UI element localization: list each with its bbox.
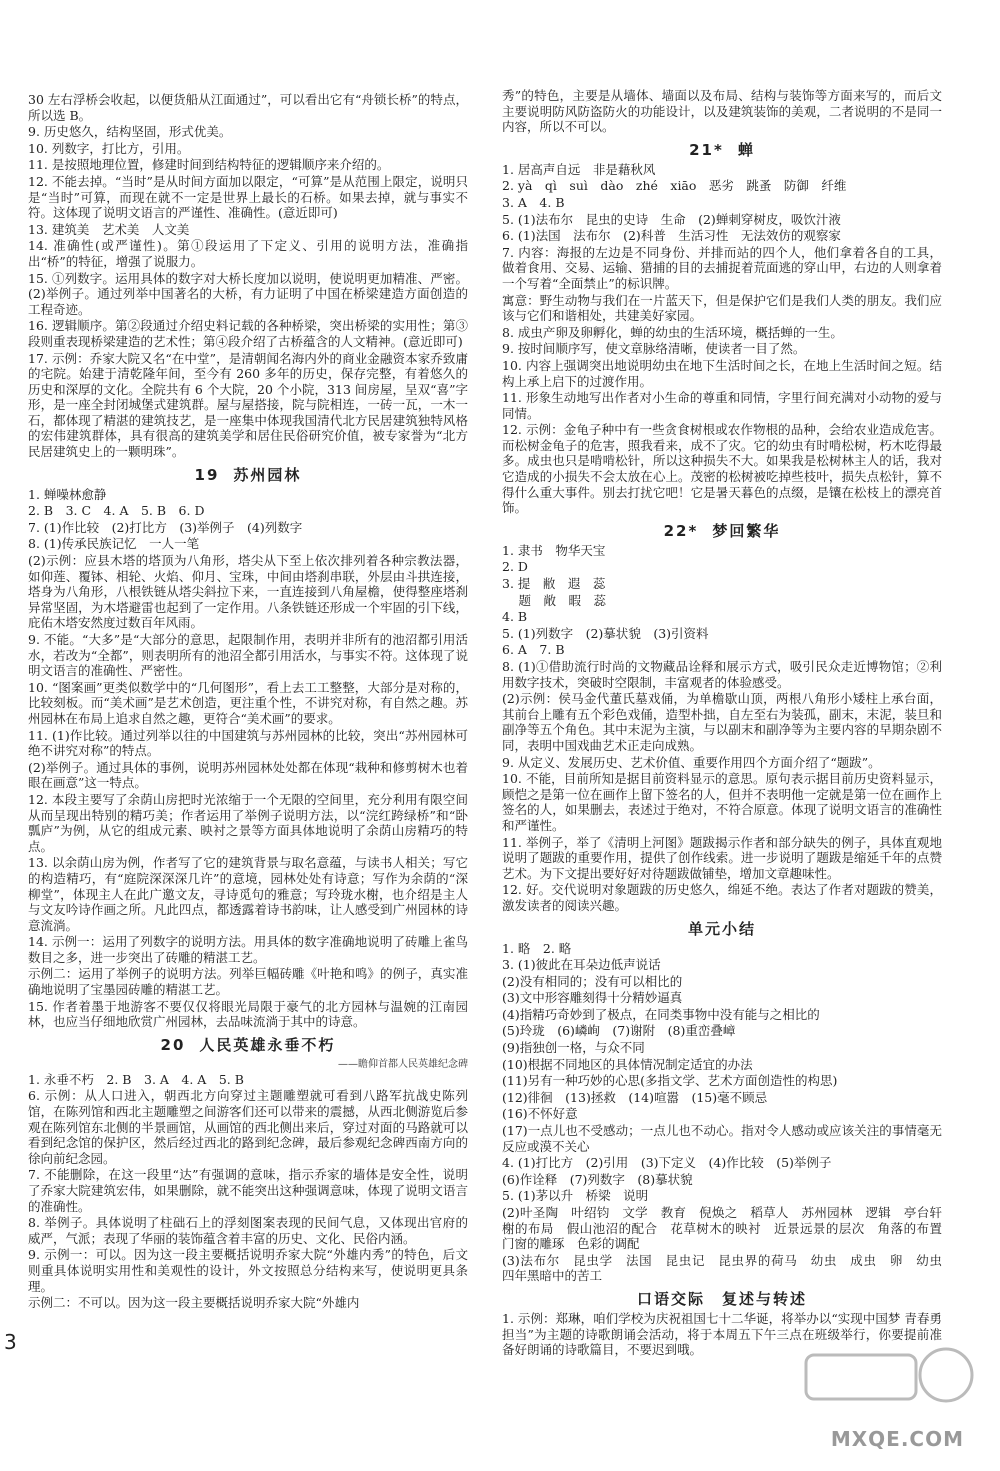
unit-summary-list <box>502 940 955 1284</box>
answer-item: 1. 永垂不朽 2. B 3. A 4. A 5. B <box>28 1071 244 1087</box>
answer-list-18 <box>28 92 468 460</box>
answer-item: 13. 以余荫山房为例，作者写了它的建筑背景与取名意蕴，与读书人相关；写它的构造精巧，有“庭院深深深几许”的意境，园林处处有诗意；写作为余荫的“深柳堂”，体现主人在此广邀文友，寻诗觅句的雅意；写玲珑水榭，也介绍是主人与文友吟诗作画之所。凡此四点，都透露着诗书韵味，让人感受到广州园林的诗意流淌。 <box>28 855 468 933</box>
answer-item: 8. (1)①借助流行时尚的文物藏品诠释和展示方式，吸引民众走近博物馆；②利用数字技术，突破时空限制，丰富观者的体验感受。 <box>502 659 942 690</box>
answer-item: 8. 举例子。具体说明了柱础石上的浮刻图案表现的民间气息，又体现出官府的威严，气派；表现了华丽的装饰蕴含着丰富的历史、文化、民俗内涵。 <box>28 1215 468 1246</box>
answer-item: (12)徘徊 (13)拯救 (14)喧嚣 (15)毫不顾忌 <box>502 1089 768 1105</box>
answer-item: (3)文中形容雕刻得十分精妙逼真 <box>502 990 683 1006</box>
answer-item: 6. (1)法国 法布尔 (2)科普 生活习性 无法效仿的观察家 <box>502 228 841 244</box>
answer-item: 12. 示例：金龟子种中有一些贪食树根或农作物根的品种，会给农业造成危害。而松树金龟子的危害，照我看来，成不了灾。它的幼虫有时啃松树，朽木吃得最多。成虫也只是啃啃松针，所以这种损失不大。如果我是松树林主人的话，我对它造成的小损失不会太放在心上。茂密的松树被吃掉些枝叶，损失点松针，算不得什么重大事件。别去打扰它吧！它是暑天暮色的点缀，是镶在松枝上的漂亮首饰。 <box>502 422 942 516</box>
answer-item: 11. (1)作比较。通过列举以往的中国建筑与苏州园林的比较，突出“苏州园林可绝不讲究对称”的特点。 <box>28 727 468 759</box>
answer-item: 9. 从定义、发展历史、艺术价值、重要作用四个方面介绍了“题跋”。 <box>502 754 881 770</box>
answer-item: 15. 作者着墨于地游客不要仅仅将眼光局限于豪气的北方园林与温婉的江南园林，也应当仔细地欣赏广州园林，去品味流淌于其中的诗意。 <box>28 998 468 1030</box>
answer-item: 11. 是按照地理位置，修建时间到结构特征的逻辑顺序来介绍的。 <box>28 157 390 173</box>
answer-item: 3. A 4. B <box>502 194 565 210</box>
answer-item: (17)一点儿也不受感动；一点儿也不动心。指对令人感动或应该关注的事情毫无反应或漠不关心 <box>502 1123 942 1154</box>
answer-item: (2)举例子。通过具体的事例，说明苏州园林处处都在体现“栽种和修剪树木也着眼在画意”这一特点。 <box>28 759 468 791</box>
answer-item: (2)示例：侯马金代董氏墓戏俑，为单檐歇山顶，两根八角形小矮柱上承台面，其前台上雕有五个彩色戏俑，造型朴拙，自左至右为装孤，副末，末泥，装旦和副净等五个角色。其中末泥为主演，与以副末和副净等为主要内容的早期杂剧不同，表明中国戏曲艺术正走向成熟。 <box>502 691 942 753</box>
answer-item: 5. (1)茅以升 桥梁 说明 <box>502 1188 649 1204</box>
answer-item: 8. 成虫产卵及卵孵化，蝉的幼虫的生活环境，概括蝉的一生。 <box>502 324 843 340</box>
answer-item: 13. 建筑美 艺术美 人文美 <box>28 221 190 237</box>
section-heading-22: 22* 梦回繁华 <box>663 521 781 540</box>
answer-item: 12. 本段主要写了余荫山房把时光浓缩于一个无限的空间里，充分利用有限空间从而呈现出特别的精巧美；作者运用了举例子说明方法，以“浣红跨绿桥”和“卧瓢庐”为例，从它的组成元素、映衬之景等方面具体地说明了余荫山房精巧的特点。 <box>28 791 468 854</box>
answer-item: 11. 形象生动地写出作者对小生命的尊重和同情，字里行间充满对小动物的爱与同情。 <box>502 390 942 421</box>
answer-item: 示例二：不可以。因为这一段主要概括说明乔家大院“外雄内 <box>28 1295 360 1311</box>
answer-item: 8. (1)传承民族记忆 一人一笔 <box>28 536 200 552</box>
answer-item: 4. (1)打比方 (2)引用 (3)下定义 (4)作比较 (5)举例子 <box>502 1155 832 1171</box>
answer-item: 10. 不能，目前所知是据目前资料显示的意思。原句表示据目前历史资料显示，顾恺之是第一位在画作上留下签名的人，但并不表明他一定就是第一位在画作上签名的人，如果删去，表述过于绝对，不符合原意。体现了说明文语言的准确性和严谨性。 <box>502 771 942 833</box>
oral-communication-heading: 口语交际 复述与转述 <box>636 1289 807 1308</box>
answer-item: 11. 举例子，举了《清明上河图》题跋揭示作者和部分缺失的例子，具体直观地说明了题跋的重要作用，提供了创作线索。进一步说明了题跋是缩延千年的点赞艺术。为下文提出要好好对待题跋做铺垫，增加文章趣味性。 <box>502 834 942 881</box>
answer-item: (2)叶圣陶 叶绍钧 文学 教育 倪焕之 稻草人 苏州园林 逻辑 亭台轩榭的布局 假山池沼的配合 花草树木的映衬 近景远景的层次 角落的布置 门窗的雕琢 色彩的调配 <box>502 1205 955 1252</box>
answer-item: 9. 历史悠久，结构坚固，形式优美。 <box>28 124 232 140</box>
section-subtitle-20: ——瞻仰首都人民英雄纪念碑 <box>338 1058 468 1070</box>
answer-item: 9. 按时间顺序写，使文章脉络清晰，使读者一目了然。 <box>502 341 806 357</box>
answer-item: 示例二：运用了举例子的说明方法。列举巨幅砖雕《叶艳和鸣》的例子，真实准确地说明了宝墨园砖雕的精湛工艺。 <box>28 966 468 998</box>
answer-item: 题 敞 暇 蕊 <box>502 592 606 608</box>
answer-item: (9)指独创一格，与众不同 <box>502 1040 645 1056</box>
section-heading-20: 20 人民英雄永垂不朽 <box>160 1035 336 1054</box>
answer-item: 1. 蝉噪林愈静 <box>28 486 107 502</box>
answer-item: 16. 逻辑顺序。第②段通过介绍史料记载的各种桥梁，突出桥梁的实用性；第③段则重表现桥梁建造的艺术性；第④段介绍了古桥蕴含的人文精神。(意近即可) <box>28 318 468 349</box>
answer-item: 秀”的特色，主要是从墙体、墙面以及布局、结构与装饰等方面来写的，而后文主要说明防风防盗防火的功能设计，以及建筑装饰的美观，二者说明的不是同一内容，所以不可以。 <box>502 88 942 135</box>
answer-item: (2)没有相同的；没有可以相比的 <box>502 973 683 989</box>
answer-item: (5)玲珑 (6)嶙峋 (7)谢附 (8)重峦叠嶂 <box>502 1023 736 1039</box>
answer-item: 2. yà qì suì dào zhé xiāo 恶劣 跳蚤 防御 纤维 <box>502 178 847 194</box>
answer-item: 10. 内容上强调突出地说明幼虫在地下生活时间之长，在地上生活时间之短。结构上承上启下的过渡作用。 <box>502 357 942 389</box>
answer-item: 12. 不能去掉。“当时”是从时间方面加以限定，“可算”是从范围上限定，说明只是“当时”可算，而现在就不一定是世界上最长的石桥。如果去掉，就与事实不符。这体现了说明文语言的严谨性、准确性。(意近即可) <box>28 173 468 221</box>
page-number: 3 <box>4 1330 17 1354</box>
answer-item: 1. 居高声自远 非是藉秋风 <box>502 161 656 177</box>
answer-item: 7. 不能删除，在这一段里“达”有强调的意味，指示乔家的墙体是安全性，说明了乔家大院建筑宏伟，如果删除，就不能突出这种强调意味，体现了说明文语言的准确性。 <box>28 1167 468 1214</box>
answer-item: 10. “图案画”更类似数学中的“几何图形”，看上去工工整整，大部分是对称的，比较刻板。而“美术画”是艺术创造，更注重个性，不讲究对称，有自然之趣。苏州园林在布局上追求自然之趣，更符合“美术画”的要求。 <box>28 679 468 726</box>
answer-list-20 <box>28 1072 468 1311</box>
answer-item: 5. (1)列数字 (2)摹状貌 (3)引资料 <box>502 625 709 641</box>
answer-item: 6. A 7. B <box>502 642 565 658</box>
answer-item: (10)根据不同地区的具体情况制定适宜的办法 <box>502 1056 753 1072</box>
answer-item: 2. D <box>502 559 528 575</box>
answer-item: (4)指精巧奇妙到了极点，在同类事物中没有能与之相比的 <box>502 1006 820 1022</box>
answer-item: 14. 示例一：运用了列数字的说明方法。用具体的数字准确地说明了砖雕上雀鸟数目之多，进一步突出了砖雕的精湛工艺。 <box>28 934 468 965</box>
answer-item: 7. 内容：海报的左边是不同身份、并排而站的四个人，他们拿着各自的工具，做着食用、交易、运输、猎捕的目的去捕捉着荒面逃的穿山甲，右边的人则拿着一个写着“全面禁止”的标识牌。 <box>502 244 942 291</box>
watermark-text: MXQE.COM <box>830 1427 964 1451</box>
left-column <box>28 92 468 1312</box>
answer-item: 4. B <box>502 609 528 625</box>
answer-list-22 <box>502 543 942 914</box>
answer-item: 30 左右浮桥会收起，以便货船从江面通过”，可以看出它有“舟锁长桥”的特点，所以选 B。 <box>28 92 468 123</box>
answer-item: 1. 略 2. 略 <box>502 940 572 956</box>
answer-item: 3. 提 敝 遐 蕊 <box>502 576 606 592</box>
answer-item: 12. 好。交代说明对象题跋的历史悠久，绵延不绝。表达了作者对题跋的赞美，激发读者的阅读兴趣。 <box>502 882 942 913</box>
right-column <box>502 88 955 1359</box>
answer-item: 6. 示例：从人口进入，朝西北方向穿过主题雕塑就可看到八路军抗战史陈列馆，在陈列馆和西北主题雕塑之间游客们还可以带来的震撼，从西北侧游览后参观在陈列馆东北侧的半景画馆，从画馆的西北侧出来后，穿过对面的马路就可以看到纪念馆的保护区，然后经过西北的路到纪念碑，最后参观纪念碑西南方向的徐向前纪念园。 <box>28 1088 468 1166</box>
answer-item: 5. (1)法布尔 昆虫的史诗 生命 (2)蝉刺穿树皮，吸饮汁液 <box>502 211 841 227</box>
answer-item: (16)不怀好意 <box>502 1106 578 1122</box>
answer-item: 9. 示例一：可以。因为这一段主要概括说明乔家大院“外雄内秀”的特色，后文则重具体说明实用性和美观性的设计，外文按照总分结构来写，使说明更具条理。 <box>28 1247 468 1294</box>
answer-item: (2)示例：应县木塔的塔顶为八角形，塔尖从下至上依次排列着各种宗教法器，如仰莲、覆钵、相轮、火焰、仰月、宝珠，中间由塔刹串联，外层由斗拱连接，塔身为八角形，八根铁链从塔尖斜拉下来，一直连接到八角屋檐，使得整座塔刹异常坚固，为木塔避雷也起到了一定作用。八条铁链还形成一个牢固的引下线，庇佑木塔安然度过数百年风雨。 <box>28 553 468 631</box>
answer-item: 3. (1)彼此在耳朵边低声说话 <box>502 957 661 973</box>
answer-item: 1. 示例：郑琳，咱们学校为庆祝祖国七十二华诞，将举办以“实现中国梦 青春勇担当”为主题的诗歌朗诵会活动，将于本周五下午三点在班级举行，你要提前准备好朗诵的诗歌篇目，不要迟到哦。 <box>502 1310 942 1358</box>
answer-item: 15. ①列数字。运用具体的数字对大桥长度加以说明，使说明更加精准、严密。(2)举例子。通过列举中国著名的大桥，有力证明了中国在桥梁建造方面创造的工程奇迹。 <box>28 270 468 317</box>
answer-list-21 <box>502 162 942 516</box>
answer-item: 7. (1)作比较 (2)打比方 (3)举例子 (4)列数字 <box>28 519 303 535</box>
answer-item: 寓意：野生动物与我们在一片蓝天下，但是保护它们是我们人类的朋友。我们应该与它们和谐相处，共建美好家园。 <box>502 292 942 324</box>
answer-item: (3)法布尔 昆虫学 法国 昆虫记 昆虫界的荷马 幼虫 成虫 卵 幼虫 四年黑暗中的苦工 <box>502 1252 955 1284</box>
answer-item: 9. 不能。“大多”是“大部分的意思，起限制作用，表明并非所有的池沼都引用活水，若改为“全都”，则表明所有的池沼全都引用活水，与事实不符。这体现了说明文语言的准确性、严密性。 <box>28 632 468 679</box>
answer-item: (6)作诠释 (7)列数字 (8)摹状貌 <box>502 1171 693 1187</box>
answer-item: 14. 准确性(或严谨性)。第①段运用了下定义、引用的说明方法，准确指出“桥”的特征，增强了说服力。 <box>28 238 468 269</box>
answer-item: 2. B 3. C 4. A 5. B 6. D <box>28 503 205 519</box>
answer-item: 17. 示例：乔家大院又名“在中堂”，是清朝闻名海内外的商业金融资本家乔致庸的宅院。始建于清乾隆年间，至今有 260 多年的历史，保存完整，有着悠久的历史和深厚的文化。全院共有 6 个大院，20 个小院，313 间房屋，呈双“喜”字形，是一座全封闭城堡式建筑群。屋与屋搭接，院与院相连，一砖一瓦，一木一石，都体现了精湛的建筑技艺，是一座集中体现我国清代北方民居建筑独特风格的宏伟建筑群体，具有很高的建筑美学和居住民俗研究价值，被专家誉为“北方民居建筑史上的一颗明珠”。 <box>28 350 468 460</box>
answer-list-19 <box>28 487 468 1030</box>
answer-item: 1. 隶书 物华天宝 <box>502 542 606 558</box>
section-heading-21: 21* 蝉 <box>689 140 755 159</box>
answer-list-20-cont <box>502 88 942 135</box>
answer-item: (11)另有一种巧妙的心思(多指文学、艺术方面创造性的构思) <box>502 1073 838 1089</box>
unit-summary-heading: 单元小结 <box>687 919 756 938</box>
section-heading-19: 19 苏州园林 <box>194 465 302 484</box>
answer-item: 10. 列数字，打比方，引用。 <box>28 140 190 156</box>
